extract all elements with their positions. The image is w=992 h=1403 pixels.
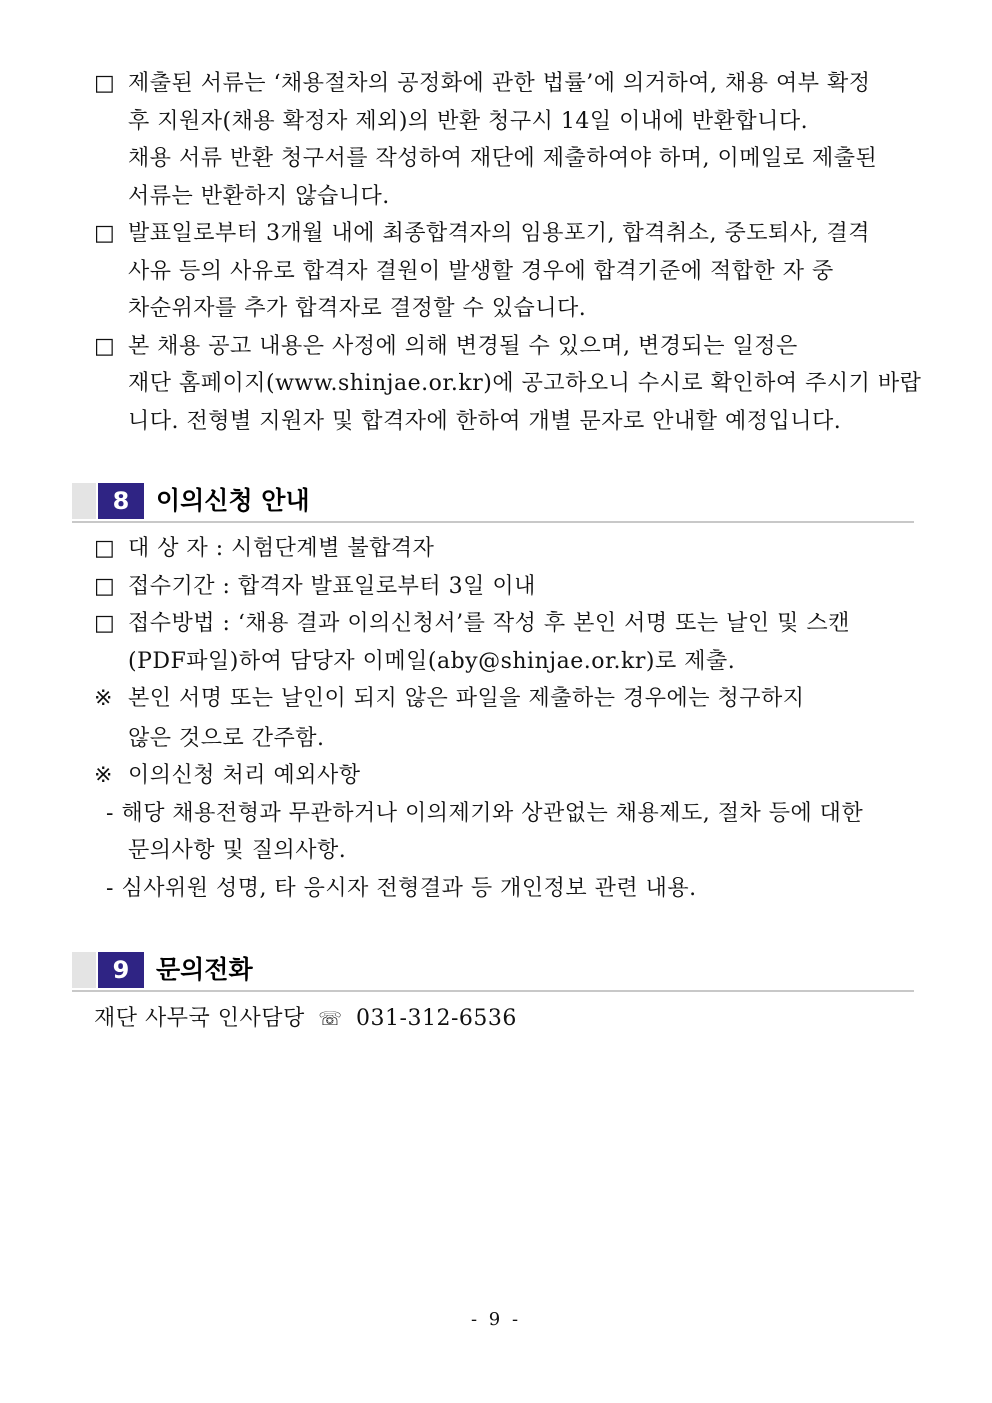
notice-text: 채용 서류 반환 청구서를 작성하여 재단에 제출하여야 하며, 이메일로 제출된 bbox=[128, 146, 878, 171]
sub-item bbox=[94, 870, 934, 908]
list-item bbox=[94, 605, 934, 680]
checkbox-marker: □ bbox=[94, 71, 116, 96]
header-shade bbox=[72, 952, 96, 988]
section-title: 문의전화 bbox=[156, 955, 253, 984]
header-shade bbox=[72, 483, 96, 519]
notice-text: 니다. 전형별 지원자 및 합격자에 한하여 개별 문자로 안내할 예정입니다. bbox=[128, 408, 842, 434]
notice-text: 서류는 반환하지 않습니다. bbox=[128, 183, 390, 209]
item-text-continued: (PDF파일)하여 담당자 이메일(aby@shinjae.or.kr)로 제출. bbox=[128, 648, 736, 674]
notice-item bbox=[94, 65, 934, 215]
sub-item-text-continued: 문의사항 및 질의사항. bbox=[128, 838, 347, 863]
item-text: 접수방법 : ‘채용 결과 이의신청서’를 작성 후 본인 서명 또는 날인 및 스캔 bbox=[128, 611, 850, 636]
checkbox-marker: □ bbox=[94, 536, 116, 561]
section-7-continuation bbox=[94, 65, 934, 440]
sub-item bbox=[94, 795, 934, 870]
section-number-badge: 9 bbox=[98, 952, 144, 988]
notice-text: 본 채용 공고 내용은 사정에 의해 변경될 수 있으며, 변경되는 일정은 bbox=[128, 333, 798, 359]
section-title: 이의신청 안내 bbox=[156, 486, 310, 515]
checkbox-marker: □ bbox=[94, 573, 116, 599]
sub-item-text: 심사위원 성명, 타 응시자 전형결과 등 개인정보 관련 내용. bbox=[121, 875, 697, 901]
page-number: - 9 - bbox=[470, 1309, 522, 1330]
notice-text: 재단 홈페이지(www.shinjae.or.kr)에 공고하오니 수시로 확인하여 주시기 바랍 bbox=[128, 371, 922, 396]
dash-marker: - bbox=[106, 800, 114, 826]
checkbox-marker: □ bbox=[94, 333, 116, 359]
notice-text: 사유 등의 사유로 합격자 결원이 발생할 경우에 합격기준에 적합한 자 중 bbox=[128, 258, 834, 284]
notice-text: 발표일로부터 3개월 내에 최종합격자의 임용포기, 합격취소, 중도퇴사, 결격 bbox=[128, 221, 870, 246]
section-number-badge: 8 bbox=[98, 483, 144, 519]
section-9-header bbox=[72, 950, 914, 992]
notice-item bbox=[94, 328, 934, 441]
contact-label: 재단 사무국 인사담당 bbox=[94, 1006, 305, 1031]
notice-text: 제출된 서류는 ‘채용절차의 공정화에 관한 법률’에 의거하여, 채용 여부 확정 bbox=[128, 71, 871, 96]
note-marker: ※ bbox=[94, 763, 113, 788]
notice-text: 차순위자를 추가 합격자로 결정할 수 있습니다. bbox=[128, 296, 587, 321]
phone-icon: ☏ bbox=[318, 1008, 343, 1030]
checkbox-marker: □ bbox=[94, 611, 116, 636]
checkbox-marker: □ bbox=[94, 221, 116, 246]
note-text: 본인 서명 또는 날인이 되지 않은 파일을 제출하는 경우에는 청구하지 bbox=[128, 686, 805, 711]
note-text: 이의신청 처리 예외사항 bbox=[128, 763, 361, 788]
note-item bbox=[94, 680, 934, 757]
notice-text: 후 지원자(채용 확정자 제외)의 반환 청구시 14일 이내에 반환합니다. bbox=[128, 108, 809, 134]
phone-number: 031-312-6536 bbox=[356, 1006, 517, 1031]
sub-item-text: 해당 채용전형과 무관하거나 이의제기와 상관없는 채용제도, 절차 등에 대한 bbox=[121, 800, 864, 826]
item-text: 접수기간 : 합격자 발표일로부터 3일 이내 bbox=[128, 573, 536, 599]
note-text-continued: 않은 것으로 간주함. bbox=[128, 725, 325, 751]
note-marker: ※ bbox=[94, 686, 113, 711]
notice-item bbox=[94, 215, 934, 328]
section-8-header bbox=[72, 481, 914, 523]
list-item bbox=[94, 530, 934, 568]
contact-line bbox=[94, 1000, 517, 1038]
item-text: 대 상 자 : 시험단계별 불합격자 bbox=[128, 536, 435, 561]
section-8-body bbox=[94, 530, 934, 907]
list-item bbox=[94, 568, 934, 606]
note-item bbox=[94, 757, 934, 795]
dash-marker: - bbox=[106, 875, 114, 901]
